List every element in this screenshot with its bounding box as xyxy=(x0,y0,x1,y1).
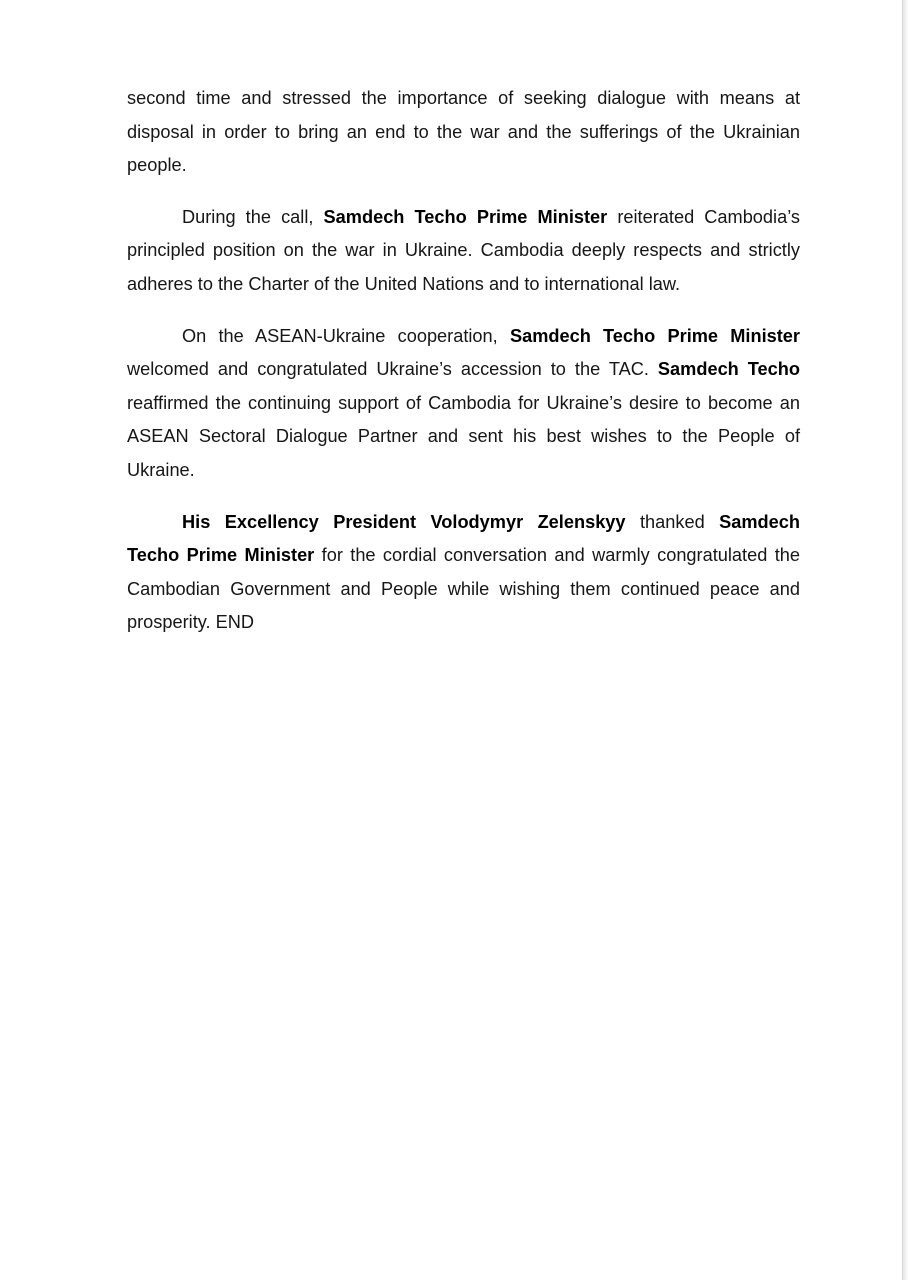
paragraph-3-text: reaffirmed the continuing support of Cambodia for Ukraine’s desire to become an ASEAN Sectoral Dialogue Partner and sent his best wishes to the People of Ukraine. xyxy=(127,392,800,480)
paragraph-1-text: second time and stressed the importance of seeking dialogue with means at disposal in order to bring an end to the war and the sufferings of the Ukrainian people. xyxy=(127,88,800,176)
page-edge-shadow xyxy=(902,0,908,1280)
bold-title-prime-minister: Samdech Techo Prime Minister xyxy=(509,325,800,346)
document-body xyxy=(127,82,800,658)
paragraph-3-text: On the ASEAN-Ukraine cooperation, xyxy=(182,325,510,346)
paragraph-2-text: During the call, xyxy=(182,206,324,227)
bold-title-prime-minister: Samdech Techo Prime Minister xyxy=(323,206,608,227)
paragraph-4-text: thanked xyxy=(625,511,720,532)
paragraph-2 xyxy=(127,201,800,302)
paragraph-4 xyxy=(127,506,800,640)
bold-title-president: His Excellency President Volodymyr Zelenskyy xyxy=(182,511,626,532)
paragraph-1 xyxy=(127,82,800,183)
paragraph-4-text: for the cordial conversation and warmly congratulated the Cambodian Government and People while wishing them continued peace and prosperity. END xyxy=(127,545,800,633)
bold-title-prime-minister: Samdech Techo Prime Minister xyxy=(127,511,800,566)
bold-title-samdech-techo: Samdech Techo xyxy=(657,359,800,380)
paragraph-3-text: welcomed and congratulated Ukraine’s accession to the TAC. xyxy=(127,359,658,380)
paragraph-2-text: reiterated Cambodia’s principled position on the war in Ukraine. Cambodia deeply respects and strictly adheres to the Charter of the United Nations and to international law. xyxy=(127,206,800,294)
paragraph-3 xyxy=(127,320,800,488)
